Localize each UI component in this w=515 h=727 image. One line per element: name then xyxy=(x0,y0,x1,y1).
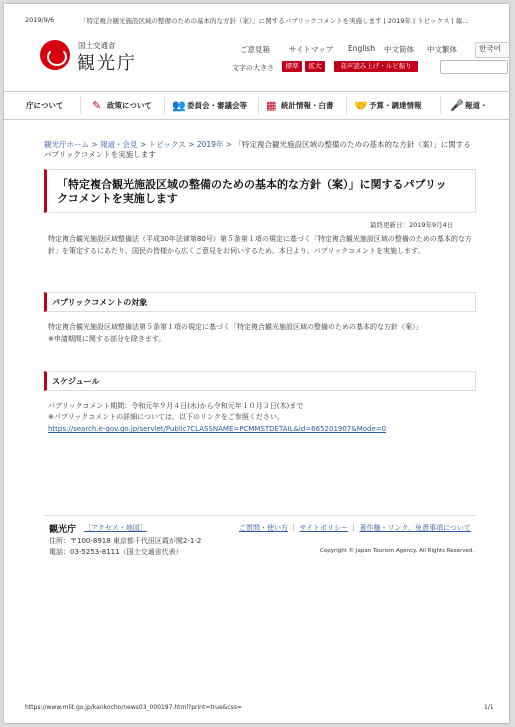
footer-access-link[interactable]: ［アクセス・地図］ xyxy=(84,524,147,532)
global-nav xyxy=(4,91,509,120)
breadcrumb-press[interactable]: 報道・会見 xyxy=(100,140,138,149)
footer-tel: 電話：03-5253-8111（国土交通省代表） xyxy=(49,548,183,556)
people-icon: 👥 xyxy=(172,99,186,112)
egov-link[interactable]: https://search.e-gov.go.jp/servlet/Public?CLASSNAME=PCMMSTDETAIL&id=665201907&Mode=0 xyxy=(48,425,387,433)
schedule-period: パブリックコメント期間：令和元年９月４日(水)から令和元年１０月３日(木)まで xyxy=(48,402,304,410)
nav-label: 報道・ xyxy=(465,101,488,110)
footer-address: 住所：〒100-8918 東京都千代田区霞が関2-1-2 xyxy=(49,537,202,545)
ministry-name: 国土交通省 xyxy=(78,41,116,50)
schedule-note: ※パブリックコメントの詳細については、以下のリンクをご参照ください。 xyxy=(48,413,284,421)
nav-label: 統計情報・白書 xyxy=(281,101,334,110)
util-link-korean[interactable]: 한국어 xyxy=(475,42,509,58)
breadcrumb: 観光庁ホーム > 報道・会見 > トピックス > 2019年 > 「特定複合観光施設区域の整備のための基本的な方針（案）」に関するパブリックコメントを実施します xyxy=(44,140,471,159)
chart-icon: ▦ xyxy=(266,99,277,112)
nav-about-agency[interactable] xyxy=(26,92,63,119)
text-size-standard-button[interactable]: 標準 xyxy=(282,61,302,72)
footer-divider xyxy=(44,515,476,516)
util-link-chinese-traditional[interactable]: 中文繁体 xyxy=(427,45,457,54)
copyright: Copyright © Japan Tourism Agency. All Rights Reserved. xyxy=(320,548,475,554)
util-link-opinion-box[interactable]: ご意見箱 xyxy=(240,45,270,54)
print-page xyxy=(4,4,509,723)
nav-statistics[interactable] xyxy=(266,92,334,119)
footer-link-help[interactable]: ご質問・使い方 xyxy=(239,524,288,532)
intro-paragraph: 特定複合観光施設区域整備法（平成30年法律第80号）第５条第１項の規定に基づく「特定複合観光施設区域の整備のための基本的な方針」を策定するにあたり、国民の皆様から広くご意見をお伺いするため、本日より、パブリックコメントを実施します。 xyxy=(48,235,472,255)
nav-budget[interactable] xyxy=(354,92,422,119)
print-url: https://www.mlit.go.jp/kankocho/news03_000197.html?print=true&css= xyxy=(25,704,242,711)
nav-label: 庁について xyxy=(26,101,64,110)
target-line: 特定複合観光施設区域整備法第５条第１項の規定に基づく「特定複合観光施設区域の整備のための基本的な方針（案）」 xyxy=(48,323,423,331)
section-heading-schedule: スケジュール xyxy=(52,377,100,386)
breadcrumb-year[interactable]: 2019年 xyxy=(196,140,224,149)
nav-label: 予算・調達情報 xyxy=(369,101,422,110)
nav-label: 政策について xyxy=(107,101,152,110)
section-heading-box xyxy=(44,371,476,391)
footer-agency-name: 観光庁 xyxy=(49,525,77,535)
breadcrumb-home[interactable]: 観光庁ホーム xyxy=(44,140,89,149)
page-title-box xyxy=(44,169,476,213)
pen-icon: ✎ xyxy=(92,99,102,112)
breadcrumb-topics[interactable]: トピックス xyxy=(148,140,186,149)
microphone-icon: 🎤 xyxy=(450,99,464,112)
nav-label: 委員会・審議会等 xyxy=(187,101,247,110)
section-heading-box xyxy=(44,292,476,312)
breadcrumb-current: 「特定複合観光施設区域の整備のための基本的な方針（案）」に関するパブリックコメントを実施します xyxy=(44,140,471,159)
handshake-icon: 🤝 xyxy=(354,99,368,112)
nav-committees[interactable] xyxy=(172,92,247,119)
last-updated: 最終更新日：2019年9月4日 xyxy=(370,221,454,229)
footer-links: ご質問・使い方 ｜ サイトポリシー ｜ 著作権・リンク、免責事項について xyxy=(239,524,471,532)
footer-link-copyright[interactable]: 著作権・リンク、免責事項について xyxy=(359,524,471,532)
text-size-large-button[interactable]: 拡大 xyxy=(305,61,325,72)
print-title: 「特定複合観光施設区域の整備のための基本的な方針（案）」に関するパブリックコメントを実施します | 2019年 | トピックス | 報… xyxy=(80,17,469,25)
nav-policy[interactable] xyxy=(92,92,152,119)
util-link-english[interactable]: English xyxy=(348,44,376,53)
agency-logo-text[interactable]: 観光庁 xyxy=(77,53,137,74)
target-note: ※申請期間に関する部分を除きます。 xyxy=(48,335,166,343)
section-heading-target: パブリックコメントの対象 xyxy=(52,298,148,307)
page-title: 「特定複合観光施設区域の整備のための基本的な方針（案）」に関するパブリックコメントを実施します xyxy=(57,178,447,205)
footer-link-site-policy[interactable]: サイトポリシー xyxy=(299,524,348,532)
util-link-chinese-simplified[interactable]: 中文简体 xyxy=(384,45,414,54)
print-date: 2019/9/6 xyxy=(25,16,55,24)
nav-press[interactable] xyxy=(450,92,488,119)
util-link-sitemap[interactable]: サイトマップ xyxy=(289,45,334,54)
search-input[interactable] xyxy=(440,60,508,74)
print-page-number: 1/1 xyxy=(484,704,494,711)
read-aloud-button[interactable]: 音声読み上げ・ルビ振り xyxy=(334,61,418,72)
text-size-label: 文字の大きさ xyxy=(232,64,274,72)
mlit-logo-icon[interactable] xyxy=(40,40,70,70)
